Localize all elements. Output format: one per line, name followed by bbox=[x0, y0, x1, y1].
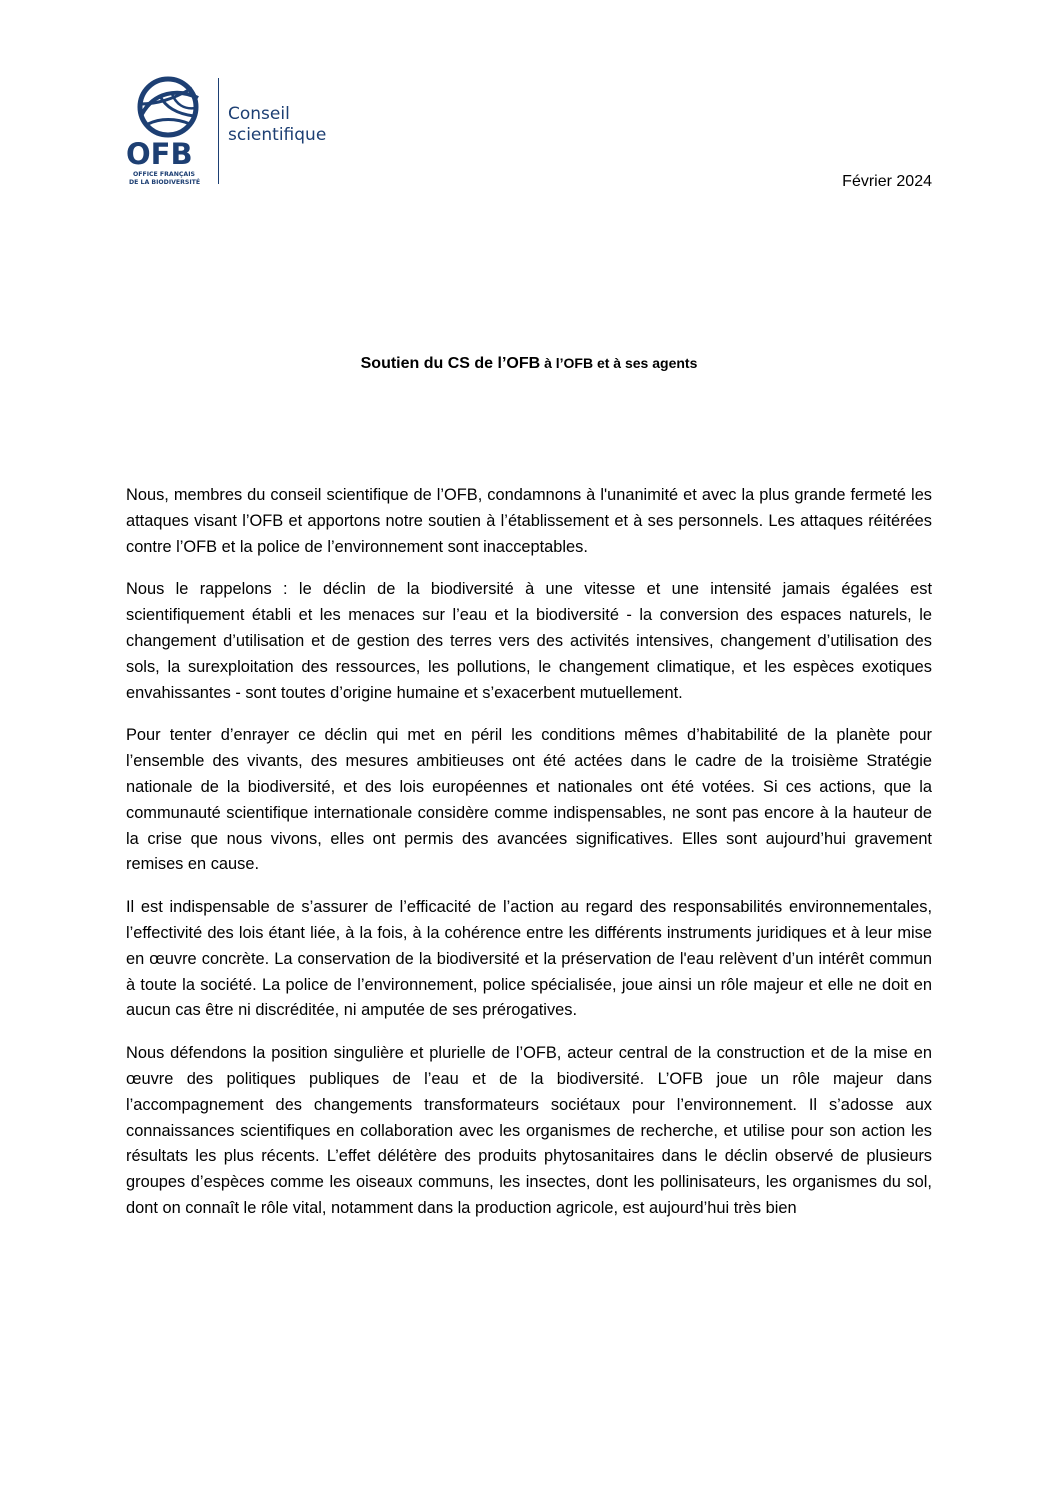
paragraph: Il est indispensable de s’assurer de l’efficacité de l’action au regard des responsabilités environnementales, l’effectivité des lois étant liée, à la fois, à la cohérence entre les différents instruments juridiques et à leur mise en œuvre concrète. La conservation de la biodiversité et la préservation de l'eau relèvent d’un intérêt commun à toute la société. La police de l’environnement, police spécialisée, joue ainsi un rôle majeur et elle ne doit en aucun cas être ni discréditée, ni amputée de ses prérogatives. bbox=[126, 898, 932, 1020]
paragraph: Nous le rappelons : le déclin de la biodiversité à une vitesse et une intensité jamais égalées est scientifiquement établi et les menaces sur l’eau et la biodiversité - la conversion des espaces naturels, le changement d’utilisation et de gestion des terres vers des activités intensives, changement d’utilisation des sols, la surexploitation des ressources, les pollutions, le changement climatique, et les espèces exotiques envahissantes - sont toutes d’origine humaine et s’exacerbent mutuellement. bbox=[126, 580, 932, 702]
paragraph: Nous, membres du conseil scientifique de l’OFB, condamnons à l'unanimité et avec la plus grande fermeté les attaques visant l’OFB et apportons notre soutien à l’établissement et à ses personnels. Les attaques réitérées contre l’OFB et la police de l’environnement sont inacceptables. bbox=[126, 486, 932, 556]
council-line1: Conseil bbox=[228, 104, 290, 124]
council-name bbox=[228, 104, 326, 146]
document-body bbox=[126, 483, 932, 1239]
title-rest: à l’OFB et à ses agents bbox=[540, 355, 698, 371]
ofb-logo bbox=[126, 74, 346, 186]
ofb-leaf-emblem-icon bbox=[126, 74, 210, 186]
logo-divider bbox=[218, 78, 219, 184]
council-line2: scientifique bbox=[228, 125, 327, 145]
document-date: Février 2024 bbox=[842, 173, 932, 190]
logo-subtitle-line2: DE LA BIODIVERSITÉ bbox=[129, 179, 201, 186]
logo-subtitle-line1: OFFICE FRANÇAIS bbox=[133, 171, 195, 178]
title-main: Soutien du CS de l’OFB bbox=[360, 355, 541, 372]
paragraph: Pour tenter d’enrayer ce déclin qui met en péril les conditions mêmes d’habitabilité de la planète pour l’ensemble des vivants, des mesures ambitieuses ont été actées dans le cadre de la troisième Stratégie nationale de la biodiversité, et des lois européennes et nationales ont été votées. Si ces actions, que la communauté scientifique internationale considère comme indispensables, ne sont pas encore à la hauteur de la crise que nous vivons, elles ont permis des avancées significatives. Elles sont aujourd’hui gravement remises en cause. bbox=[126, 726, 932, 874]
logo-acronym: OFB bbox=[126, 137, 193, 171]
paragraph: Nous défendons la position singulière et plurielle de l’OFB, acteur central de la construction et de la mise en œuvre des politiques publiques de l’eau et de la biodiversité. L’OFB joue un rôle majeur dans l’accompagnement des changements transformateurs sociétaux pour l’environnement. Il s’adosse aux connaissances scientifiques en collaboration avec les organismes de recherche, et utilise pour son action les résultats les plus récents. L’effet délétère des produits phytosanitaires dans le déclin observé de plusieurs groupes d’espèces comme les oiseaux communs, les insectes, dont les pollinisateurs, les organismes du sol, dont on connaît le rôle vital, notamment dans la production agricole, est aujourd’hui très bien bbox=[126, 1044, 932, 1217]
document-title bbox=[0, 355, 1058, 373]
